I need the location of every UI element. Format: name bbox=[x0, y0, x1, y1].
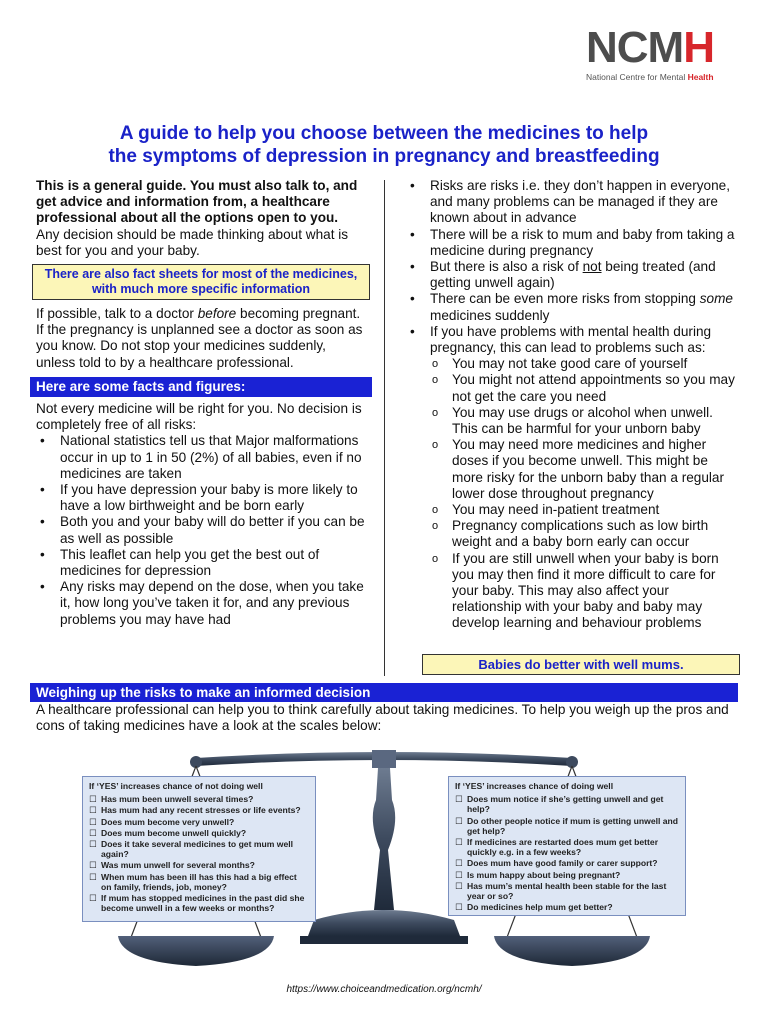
list-item: • Risks are risks i.e. they don’t happen in everyone, and many problems can be managed if they are known about in advance bbox=[430, 178, 740, 227]
intro-bold-text: This is a general guide. You must also talk to, and get advice and information from, a healthcare professional about all the options open to you. bbox=[36, 178, 358, 226]
scales-illustration bbox=[0, 740, 768, 990]
ncmh-logo bbox=[586, 23, 736, 82]
babies-callout: Babies do better with well mums. bbox=[422, 654, 740, 675]
list-item: ☐ Do medicines help mum get better? bbox=[467, 902, 679, 912]
list-item: ☐ If medicines are restarted does mum get better quickly e.g. in a few weeks? bbox=[467, 837, 679, 857]
left-risk-panel bbox=[82, 776, 316, 922]
title-line-1: A guide to help you choose between the medicines to help bbox=[119, 123, 649, 144]
risk-stopping-a: There can be even more risks from stopping bbox=[430, 291, 700, 307]
right-column bbox=[406, 178, 740, 632]
list-item bbox=[430, 324, 740, 632]
risk-not-treated-underline: not bbox=[582, 259, 602, 275]
footer-url[interactable]: https://www.choiceandmedication.org/ncmh/ bbox=[286, 984, 482, 995]
right-panel-heading: If ‘YES’ increases chance of doing well bbox=[455, 781, 614, 791]
facts-intro: Not every medicine will be right for you. No decision is completely free of all risks: bbox=[36, 401, 362, 433]
list-item: ☐ Is mum happy about being pregnant? bbox=[467, 870, 679, 880]
list-item: o You might not attend appointments so you may not get the care you need bbox=[452, 372, 740, 404]
list-item: ☐ Does mum become very unwell? bbox=[101, 817, 309, 827]
list-item: • This leaflet can help you get the best out of medicines for depression bbox=[60, 547, 366, 579]
right-panel-list bbox=[455, 794, 679, 912]
list-item: • Any risks may depend on the dose, when you take it, how long you’ve taken it for, and any previous problems you may have had bbox=[60, 579, 366, 628]
weighing-heading: Weighing up the risks to make an informed decision bbox=[30, 683, 738, 702]
list-item: ☐ If mum has stopped medicines in the past did she become unwell in a few weeks or months? bbox=[101, 893, 309, 913]
list-item: • National statistics tell us that Major malformations occur in up to 1 in 50 (2%) of all babies, even if no medicines are taken bbox=[60, 433, 366, 482]
list-item bbox=[430, 259, 740, 291]
list-item: o If you are still unwell when your baby is born you may then find it more difficult to care for your baby. This may also affect your relationship with your baby and baby may develop learning and behaviour problems bbox=[452, 551, 740, 632]
list-item: ☐ Has mum been unwell several times? bbox=[101, 794, 309, 804]
facts-list bbox=[36, 433, 366, 627]
list-item: o You may need in-patient treatment bbox=[452, 502, 740, 518]
list-item: ☐ Do other people notice if mum is getting unwell and get help? bbox=[467, 816, 679, 836]
list-item: ☐ Has mum had any recent stresses or life events? bbox=[101, 805, 309, 815]
doctor-advice-paragraph bbox=[36, 306, 366, 371]
doctor-advice-a: If possible, talk to a doctor bbox=[36, 306, 198, 322]
list-item: ☐ Does it take several medicines to get mum well again? bbox=[101, 839, 309, 859]
list-item: ☐ When mum has been ill has this had a big effect on family, friends, job, money? bbox=[101, 872, 309, 892]
intro-text: Any decision should be made thinking about what is best for you and your baby. bbox=[36, 226, 349, 258]
list-item: o You may not take good care of yourself bbox=[452, 356, 740, 372]
logo-sub-main: National Centre for Mental bbox=[586, 72, 688, 82]
logo-word-accent: H bbox=[683, 23, 714, 72]
facts-heading: Here are some facts and figures: bbox=[30, 377, 372, 397]
column-divider bbox=[384, 180, 385, 676]
problems-sublist bbox=[430, 356, 740, 631]
logo-sub-accent: Health bbox=[687, 72, 714, 82]
list-item: • If you have depression your baby is more likely to have a low birthweight and be born early bbox=[60, 482, 366, 514]
fact-sheets-callout: There are also fact sheets for most of the medicines, with much more specific information bbox=[32, 264, 370, 300]
weighing-text: A healthcare professional can help you to think carefully about taking medicines. To help you weigh up the pros and cons of taking medicines have a look at the scales below: bbox=[36, 702, 729, 734]
logo-wordmark bbox=[586, 23, 736, 72]
list-item: ☐ Was mum unwell for several months? bbox=[101, 860, 309, 870]
left-panel-heading: If ‘YES’ increases chance of not doing well bbox=[89, 781, 263, 791]
list-item: • Both you and your baby will do better if you can be as well as possible bbox=[60, 514, 366, 546]
list-item: ☐ Does mum have good family or carer support? bbox=[467, 858, 679, 868]
logo-subtitle bbox=[586, 72, 736, 82]
risk-stopping-b: medicines suddenly bbox=[430, 307, 550, 323]
page-title bbox=[0, 122, 768, 168]
left-panel-list bbox=[89, 794, 309, 913]
title-line-2: the symptoms of depression in pregnancy and breastfeeding bbox=[108, 146, 660, 167]
risk-not-treated-b: being treated (and getting unwell again) bbox=[430, 259, 716, 291]
list-item: ☐ Has mum’s mental health been stable for the last year or so? bbox=[467, 881, 679, 901]
doctor-advice-em: before bbox=[197, 306, 237, 322]
risk-stopping-em: some bbox=[699, 291, 733, 307]
list-item bbox=[430, 291, 740, 323]
right-support-panel bbox=[448, 776, 686, 916]
list-item: ☐ Does mum become unwell quickly? bbox=[101, 828, 309, 838]
mental-health-problems-intro: If you have problems with mental health during pregnancy, this can lead to problems such as: bbox=[430, 323, 712, 356]
risks-list bbox=[406, 178, 740, 632]
doctor-advice-b: becoming pregnant. If the pregnancy is unplanned see a doctor as soon as you know. Do not stop your medicines suddenly, unless told to by a healthcare professional. bbox=[36, 306, 363, 370]
list-item: • There will be a risk to mum and baby from taking a medicine during pregnancy bbox=[430, 227, 740, 259]
list-item: o You may need more medicines and higher doses if you become unwell. This might be more risky for the unborn baby than a regular lower dose throughout pregnancy bbox=[452, 437, 740, 502]
left-column bbox=[36, 178, 366, 628]
list-item: ☐ Does mum notice if she’s getting unwell and get help? bbox=[467, 794, 679, 814]
logo-word-main: NCM bbox=[586, 23, 684, 72]
list-item: o You may use drugs or alcohol when unwell. This can be harmful for your unborn baby bbox=[452, 405, 740, 437]
list-item: o Pregnancy complications such as low birth weight and a baby born early can occur bbox=[452, 518, 740, 550]
risk-not-treated-a: But there is also a risk of bbox=[430, 259, 583, 275]
